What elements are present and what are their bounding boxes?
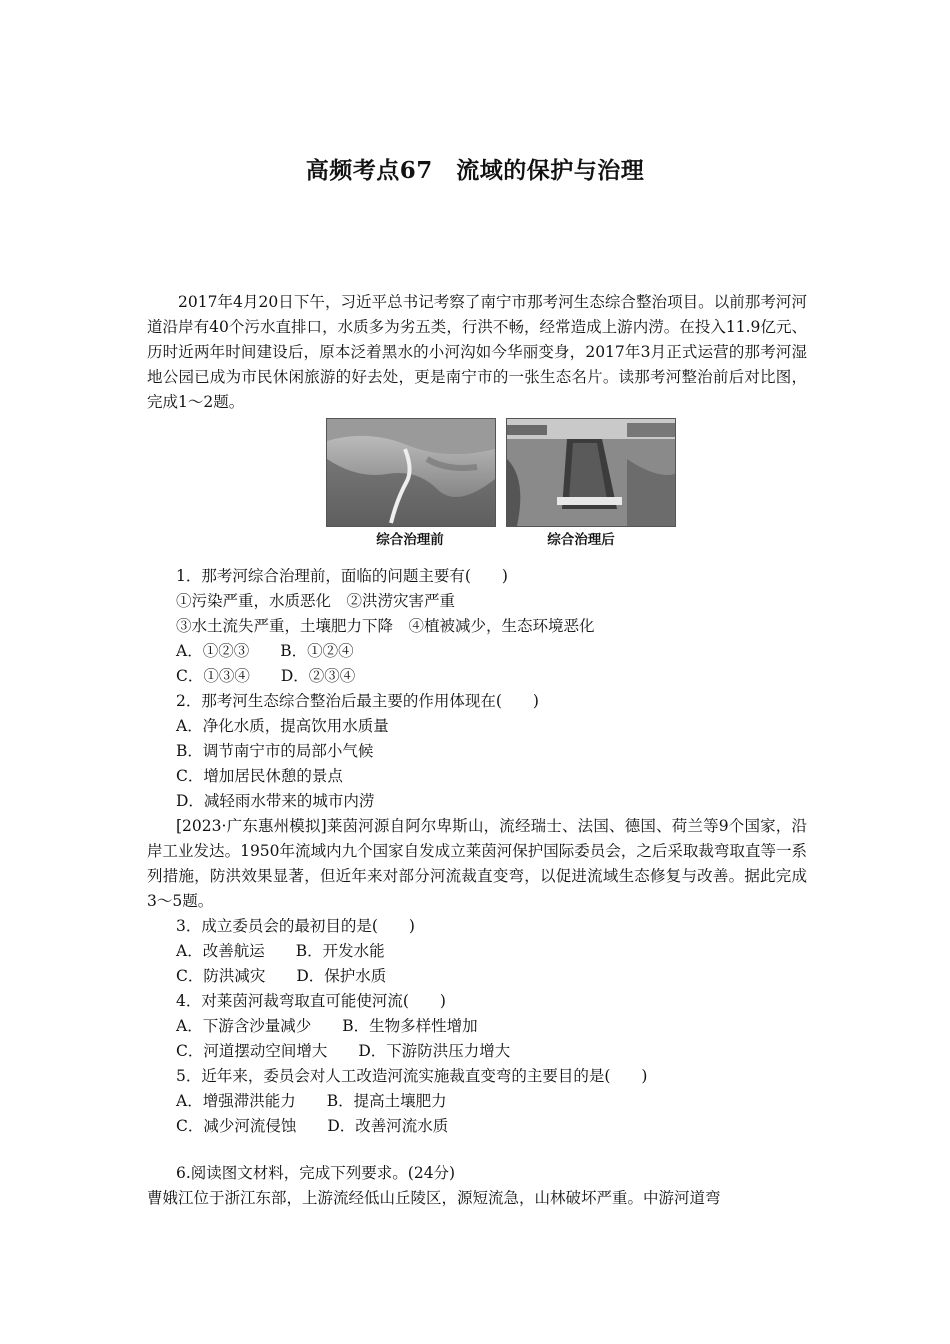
q2-choice: B．调节南宁市的局部小气候 <box>176 742 374 760</box>
page-title: 高频考点67 流域的保护与治理 <box>305 157 645 184</box>
q5-choices: A．增强滞洪能力 B．提高土壤肥力 <box>176 1092 447 1110</box>
photo-after <box>506 418 676 527</box>
q2-choice: D．减轻雨水带来的城市内涝 <box>176 792 375 810</box>
q3-choices: C．防洪减灾 D．保护水质 <box>176 967 387 985</box>
q1-choices: A．①②③ B．①②④ <box>176 642 354 660</box>
q1-option-line: ③水土流失严重，土壤肥力下降 ④植被减少，生态环境恶化 <box>176 617 595 635</box>
q6-text: 曹娥江位于浙江东部，上游流经低山丘陵区，源短流急，山林破坏严重。中游河道弯 <box>147 1189 721 1207</box>
q4-choices: C．河道摆动空间增大 D．下游防洪压力增大 <box>176 1042 511 1060</box>
photo-before <box>326 418 496 527</box>
q2-choice: C．增加居民休憩的景点 <box>176 767 343 785</box>
q3-stem: 3．成立委员会的最初目的是( ) <box>176 917 415 935</box>
q1-option-line: ①污染严重，水质恶化 ②洪涝灾害严重 <box>176 592 456 610</box>
q4-stem: 4．对莱茵河裁弯取直可能使河流( ) <box>176 992 446 1010</box>
q6-stem: 6.阅读图文材料，完成下列要求。(24分) <box>176 1164 456 1182</box>
caption-after: 综合治理后 <box>547 532 615 548</box>
rhine-paragraph: [2023·广东惠州模拟]莱茵河源自阿尔卑斯山，流经瑞士、法国、德国、荷兰等9个国家，沿岸工业发达。1950年流域内九个国家自发成立莱茵河保护国际委员会，之后采取裁弯取直等一系列措施，防洪效果显著，但近年来对部分河流裁直变弯，以促进流域生态修复与改善。据此完成3～5题。 <box>147 817 807 910</box>
q1-choices: C．①③④ D．②③④ <box>176 667 356 685</box>
q2-stem: 2．那考河生态综合整治后最主要的作用体现在( ) <box>176 692 539 710</box>
q4-choices: A．下游含沙量减少 B．生物多样性增加 <box>176 1017 478 1035</box>
intro-paragraph: 2017年4月20日下午，习近平总书记考察了南宁市那考河生态综合整治项目。以前那考河河道沿岸有40个污水直排口，水质多为劣五类，行洪不畅，经常造成上游内涝。在投入11.9亿元、历时近两年时间建设后，原本泛着黑水的小河沟如今华丽变身，2017年3月正式运营的那考河湿地公园已成为市民休闲旅游的好去处，更是南宁市的一张生态名片。读那考河整治前后对比图，完成1～2题。 <box>147 293 807 411</box>
q1-stem: 1．那考河综合治理前，面临的问题主要有( ) <box>176 567 508 585</box>
caption-before: 综合治理前 <box>376 532 444 548</box>
q5-stem: 5．近年来，委员会对人工改造河流实施裁直变弯的主要目的是( ) <box>176 1067 648 1085</box>
q3-choices: A．改善航运 B．开发水能 <box>176 942 385 960</box>
q5-choices: C．减少河流侵蚀 D．改善河流水质 <box>176 1117 449 1135</box>
q2-choice: A．净化水质，提高饮用水质量 <box>176 717 389 735</box>
